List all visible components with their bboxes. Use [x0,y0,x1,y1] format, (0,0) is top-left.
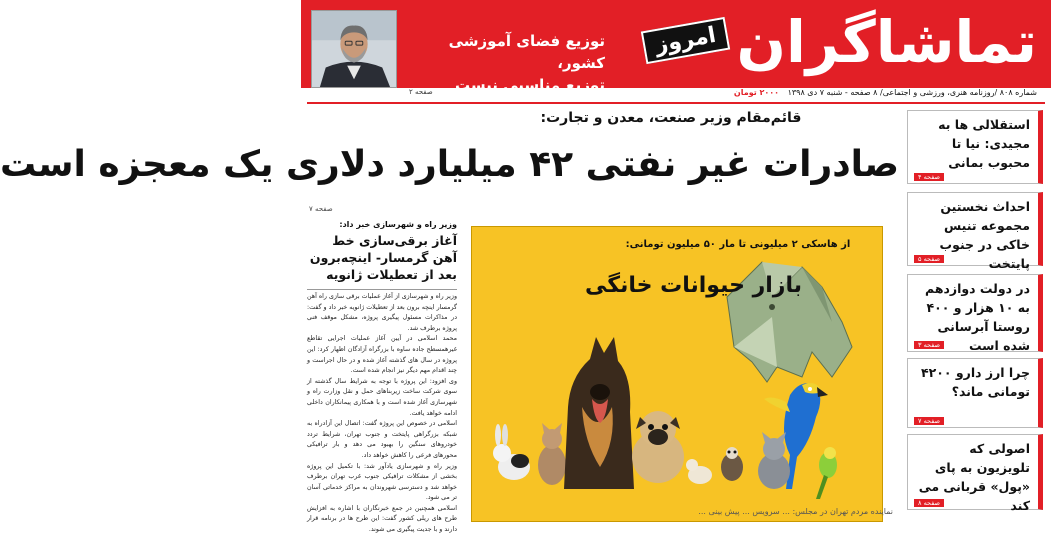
top-headline-line1: توزیع فضای آموزشی کشور، [448,32,605,72]
pets-illustration [472,227,884,523]
sidebar-story-1[interactable] [907,110,1043,184]
column-paragraph: وزیر راه و شهرسازی از آغاز عملیات برقی سازی راه آهن گرمسار اینچه برون بعد از تعطیلات ژانویه خبر داد و گفت: در مذاکرات مسئول پیگیری پروژه، مشکل موقف فنی پروژه برطرف شد. [307,293,457,332]
column-paragraph: وزیر راه و شهرسازی یادآور شد: با تکمیل این پروژه بخشی از مشکلات ترافیکی جنوب غرب تهران برطرف خواهد شد و دسترسی شهروندان به مراکز خدماتی آسان تر می شود. [307,462,457,502]
shepherd-dog-icon [564,337,634,489]
sidebar-story-text: چرا ارز دارو ۴۲۰۰ تومانی ماند؟ [921,365,1030,399]
masthead-rule [307,102,1045,104]
sidebar-page-ref: صفحه ۸ [914,499,944,507]
news-column [307,220,457,536]
ferret-icon [686,447,743,484]
feature-kicker: از هاسکی ۲ میلیونی تا مار ۵۰ میلیون تومانی: [625,239,851,250]
column-divider [307,289,457,290]
feature-story[interactable] [471,226,883,522]
column-paragraph: محمد اسلامی در آیین آغاز عملیات اجرایی تقاطع غیرهمسطح جاده ساوه با بزرگراه آزادگان اظهار کرد: این پروژه در سال های گذشته آغاز شده و در حال اجراست و چند اقدام مهم دیگر نیز انجام شده است. [307,335,457,375]
lead-kicker: قائم‌مقام وزیر صنعت، معدن و تجارت: [540,110,802,126]
sidebar-story-4[interactable] [907,358,1043,428]
sidebar-story-text: اصولی که تلویزیون به پای «پول» قربانی می کند [918,441,1030,513]
feature-title: بازار حیوانات خانگی [585,273,802,298]
sidebar-story-text: در دولت دوازدهم به ۱۰ هزار و ۴۰۰ روستا آبرسانی شده است [925,281,1030,353]
lead-page-ref: صفحه ۷ [309,205,333,213]
top-headline-line2: توزیع مناسبی نیست [455,76,605,94]
sidebar-story-text: استقلالی ها به مجیدی: نیا تا محبوب بمانی [938,117,1030,170]
newspaper-logo[interactable] [637,2,1037,84]
budgie-icon [816,447,837,499]
sidebar-story-2[interactable] [907,192,1043,271]
logo-tag: امروز [641,17,731,64]
column-paragraph: اسلامی در خصوص این پروژه گفت: اتصال این آزادراه به شبکه بزرگراهی پایتخت و جنوب تهران، شرایط تردد خودروهای سنگین را بهبود می دهد و بار ترافیکی محورهای فرعی را کاهش خواهد داد. [307,420,457,459]
sidebar-story-text: احداث نخستین مجموعه تنیس خاکی در جنوب پایتخت [939,199,1030,271]
column-paragraph: وی افزود: این پروژه با توجه به شرایط سال گذشته از سوی شرکت ساخت زیربناهای حمل و نقل وزارت راه و شهرسازی آغاز شده است و با همکاری پیمانکاران داخلی ادامه خواهد یافت. [307,377,457,417]
portrait-image [312,11,396,87]
sidebar-story-5[interactable] [907,434,1043,513]
sidebar-page-ref: صفحه ۵ [914,255,944,263]
issue-line [734,88,1037,97]
column-body [307,292,457,536]
logo-title: تماشاگران [736,8,1037,76]
column-kicker: وزیر راه و شهرسازی خبر داد: [339,220,457,229]
masthead [301,0,1051,104]
issue-info: شماره ۸۰۸ /روزنامه هنری، ورزشی و اجتماعی/ ۸ صفحه - شنبه ۷ دی ۱۳۹۸ [787,88,1037,97]
sidebar-page-ref: صفحه ۷ [914,417,944,425]
sidebar-story-3[interactable] [907,274,1043,352]
bottom-teaser[interactable]: نماینده مردم تهران در مجلس: ... سرویس ... پیش بینی ... [698,507,893,516]
issue-price: ۲۰۰۰ تومان [733,88,780,97]
column-paragraph: اسلامی همچنین در جمع خبرنگاران با اشاره به افزایش طرح های ریلی کشور گفت: این طرح ها در برنامه قرار دارند و با جدیت پیگیری می شوند. [307,504,457,534]
rabbit-icon [493,424,530,480]
top-story-page-ref: صفحه ۲ [409,88,433,96]
pug-icon [632,411,684,483]
lead-headline[interactable]: صادرات غیر نفتی ۴۲ میلیارد دلاری یک معجزه است [0,144,899,185]
top-story-headline[interactable] [405,30,605,96]
column-headline[interactable]: آغاز برقی‌سازی خط آهن گرمسار- اینچه‌برون بعد از تعطیلات ژانویه [309,233,457,282]
sidebar-page-ref: صفحه ۳ [914,341,944,349]
cat-icon [538,423,566,485]
sidebar-page-ref: صفحه ۴ [914,173,944,181]
sidebar [907,110,1043,526]
top-story-photo[interactable] [311,10,397,88]
